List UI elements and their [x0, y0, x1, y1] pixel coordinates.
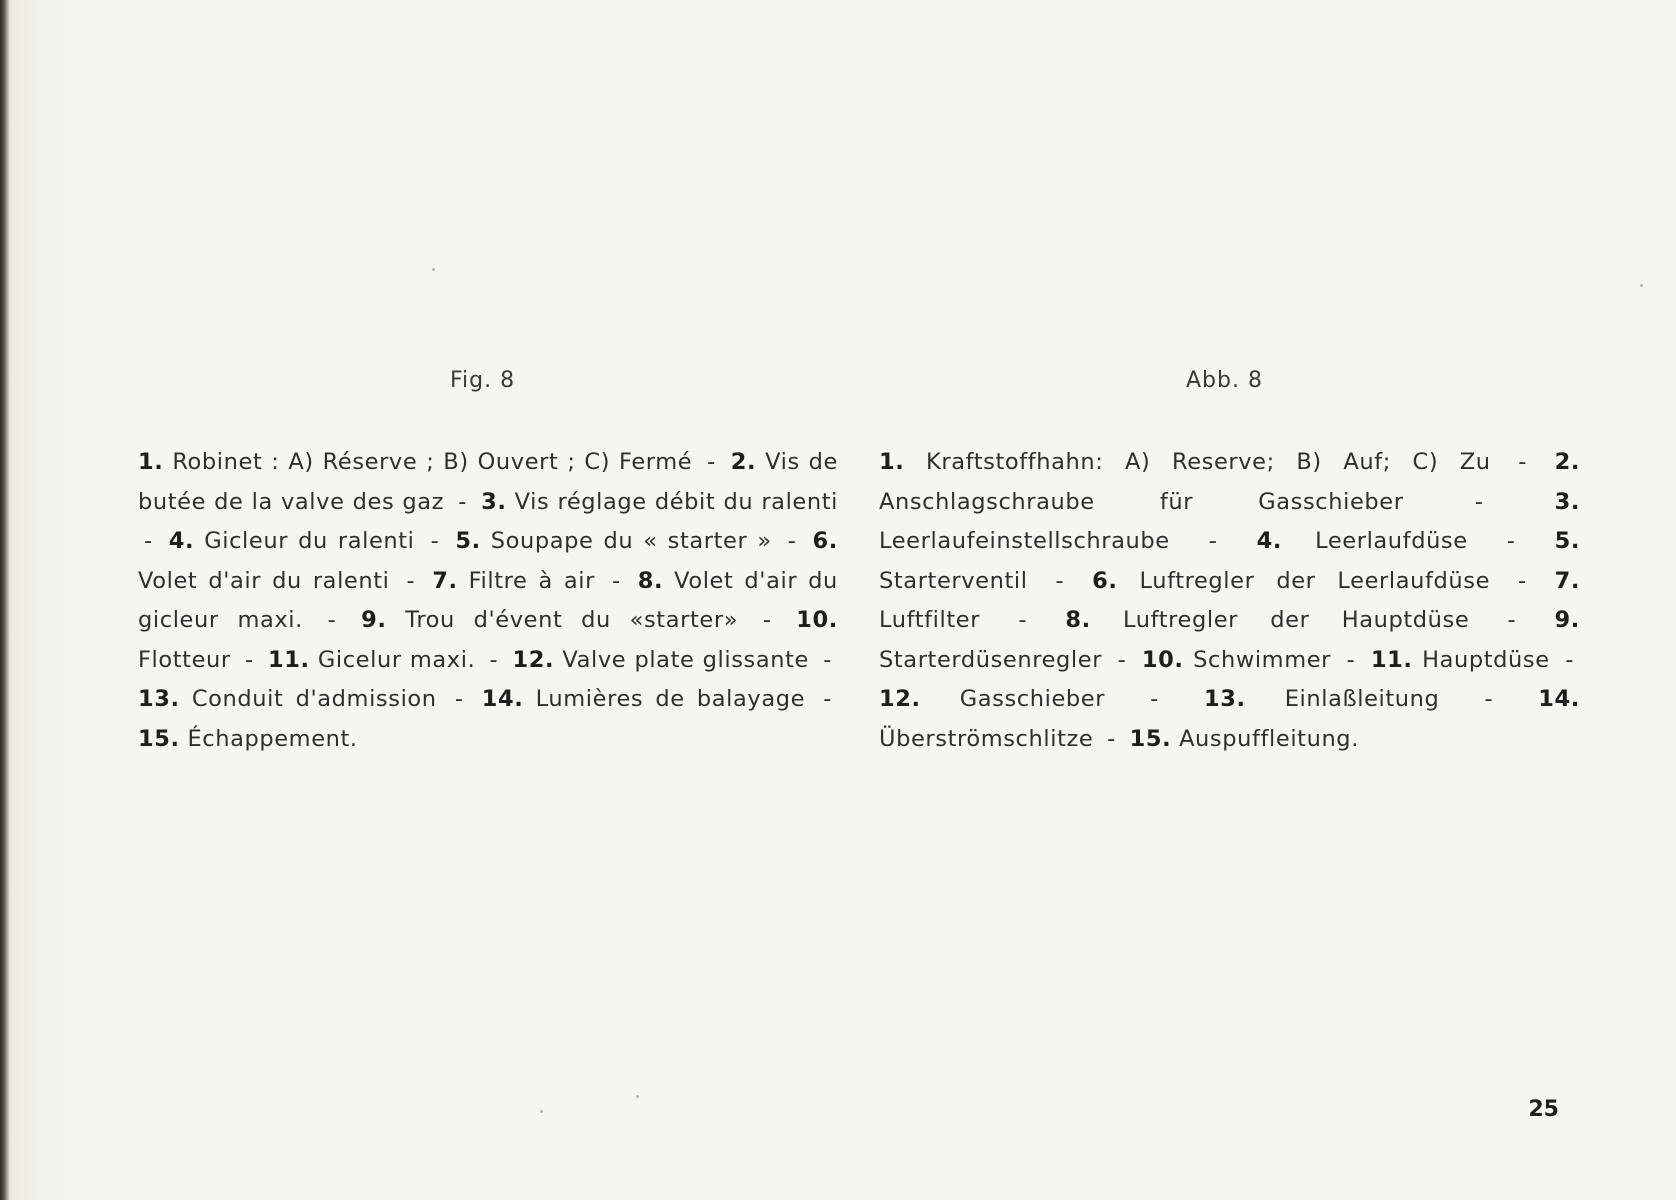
legend-separator: -: [454, 686, 464, 712]
legend-item: [361, 607, 738, 633]
legend-item-text: Luftfilter: [879, 607, 981, 633]
legend-item: [138, 686, 437, 712]
legend-item: [1065, 607, 1469, 633]
legend-separator: -: [611, 567, 621, 594]
legend-separator: -: [327, 607, 337, 633]
legend-item-number: 3.: [481, 488, 507, 515]
legend-separator: -: [1055, 567, 1065, 594]
legend-item-number: 4.: [1256, 528, 1283, 554]
legend-item-text: Luftregler der Leerlaufdüse: [1139, 567, 1491, 594]
legend-item-number: 2.: [730, 449, 757, 475]
legend-item-number: 11.: [267, 646, 310, 673]
legend-item-text: Starterdüsenregler: [879, 646, 1103, 673]
legend-item-text: Anschlagschraube für Gasschieber: [879, 488, 1404, 515]
legend-item: [432, 568, 595, 594]
legend-item: [482, 686, 805, 712]
page-number: 25: [1528, 1097, 1559, 1122]
legend-separator: -: [489, 646, 499, 673]
legend-item-text: Valve plate glissante: [562, 646, 809, 673]
legend-separator: -: [1150, 686, 1159, 712]
legend-separator: -: [1517, 567, 1527, 594]
legend-item: [1092, 568, 1490, 594]
legend-item-text: Leerlaufeinstellschraube: [879, 528, 1170, 554]
legend-item-text: Überströmschlitze: [879, 725, 1094, 752]
legend-item: [879, 686, 1105, 712]
legend-item-text: Gasschieber: [959, 686, 1106, 712]
legend-separator: -: [458, 488, 467, 515]
legend-item-number: 9.: [1554, 607, 1580, 633]
legend-item-number: 14.: [481, 686, 524, 712]
legend-item: [1371, 647, 1550, 673]
legend-separator: -: [787, 528, 797, 554]
legend-separator: -: [1506, 528, 1516, 554]
legend-item-text: Conduit d'admission: [191, 686, 437, 712]
legend-item-text: Soupape du « starter »: [490, 528, 772, 554]
legend-item-text: Lumières de balayage: [535, 686, 806, 712]
legend-item: [138, 449, 692, 475]
legend-french: [138, 443, 838, 759]
legend-item-number: 13.: [138, 686, 180, 712]
legend-item-text: Trou d'évent du «starter»: [405, 607, 739, 633]
legend-item-text: Vis réglage débit du ralenti: [514, 488, 838, 515]
legend-item: [481, 489, 838, 515]
figure-caption-french: Fig. 8: [450, 368, 516, 393]
legend-item-number: 10.: [1141, 646, 1184, 673]
legend-item: [513, 647, 809, 673]
legend-separator: -: [144, 528, 153, 554]
legend-item-text: Vis de butée de la valve des gaz: [138, 449, 838, 515]
legend-item-text: Filtre à air: [468, 567, 595, 594]
legend-item-text: Einlaßleitung: [1284, 686, 1440, 712]
legend-separator: -: [1346, 646, 1356, 673]
binding-edge: [0, 0, 10, 1200]
paper-speck: [432, 268, 435, 271]
legend-item: [455, 528, 771, 554]
legend-item-number: 8.: [637, 567, 664, 594]
legend-item-text: Gicleur du ralenti: [204, 528, 415, 554]
legend-item: [138, 726, 358, 752]
legend-item-number: 12.: [879, 686, 921, 712]
legend-item-number: 1.: [138, 449, 164, 475]
legend-separator: -: [1107, 725, 1116, 752]
legend-item-number: 2.: [1554, 449, 1580, 475]
legend-item-number: 10.: [796, 607, 838, 633]
legend-item-text: Starterventil: [879, 567, 1028, 594]
legend-separator: -: [1484, 686, 1494, 712]
legend-item: [1142, 647, 1331, 673]
legend-item-number: 4.: [168, 528, 195, 554]
legend-item-number: 7.: [1554, 567, 1580, 594]
legend-separator: -: [430, 528, 440, 554]
legend-item-number: 11.: [1370, 646, 1413, 673]
legend-item-text: Flotteur: [138, 646, 231, 673]
legend-item-text: Kraftstoffhahn: A) Reserve; B) Auf; C) Zu: [926, 449, 1491, 475]
legend-separator: -: [1507, 607, 1517, 633]
legend-item-number: 5.: [455, 528, 481, 554]
legend-item: [1204, 686, 1439, 712]
legend-item-number: 6.: [812, 528, 838, 554]
legend-item-text: Auspuffleitung.: [1179, 725, 1359, 752]
legend-separator: -: [823, 686, 832, 712]
legend-separator: -: [244, 646, 254, 673]
legend-item-text: Luftregler der Hauptdüse: [1123, 607, 1470, 633]
legend-separator: -: [823, 646, 832, 673]
legend-item-text: Robinet : A) Réserve ; B) Ouvert ; C) Fermé: [172, 449, 693, 475]
legend-item-text: Hauptdüse: [1422, 646, 1550, 673]
legend-separator: -: [406, 567, 416, 594]
legend-separator: -: [707, 449, 716, 475]
legend-item-number: 15.: [1129, 725, 1172, 752]
legend-separator: -: [1117, 646, 1127, 673]
legend-item-text: Échappement.: [187, 725, 358, 752]
legend-item-text: Leerlaufdüse: [1315, 528, 1468, 554]
paper-speck: [1640, 284, 1643, 287]
legend-item: [1257, 528, 1468, 554]
legend-separator: -: [1474, 488, 1484, 515]
legend-item-number: 8.: [1065, 607, 1091, 633]
legend-item-number: 6.: [1092, 567, 1118, 594]
legend-item-number: 14.: [1538, 686, 1580, 712]
legend-item-text: Volet d'air du ralenti: [138, 567, 390, 594]
legend-german: [879, 443, 1580, 759]
legend-item-number: 13.: [1203, 686, 1246, 712]
legend-item-text: Gicelur maxi.: [317, 646, 476, 673]
legend-item-number: 9.: [361, 607, 387, 633]
legend-separator: -: [1565, 646, 1574, 673]
legend-separator: -: [762, 607, 772, 633]
legend-item-number: 7.: [432, 567, 458, 594]
legend-item: [169, 528, 415, 554]
legend-separator: -: [1208, 528, 1218, 554]
legend-item-number: 3.: [1554, 488, 1580, 515]
legend-item-number: 15.: [138, 725, 180, 752]
legend-separator: -: [1518, 449, 1527, 475]
figure-caption-german: Abb. 8: [1186, 368, 1263, 393]
legend-item-text: Volet d'air du gicleur maxi.: [138, 567, 838, 633]
legend-item: [879, 449, 1491, 475]
legend-separator: -: [1018, 607, 1028, 633]
legend-item-number: 12.: [512, 646, 555, 673]
legend-item-number: 5.: [1554, 528, 1580, 554]
legend-item-text: Schwimmer: [1193, 646, 1332, 673]
paper-speck: [636, 1095, 639, 1098]
paper-speck: [540, 1110, 543, 1113]
legend-item: [268, 647, 475, 673]
legend-item-number: 1.: [879, 449, 905, 475]
legend-item: [1130, 726, 1359, 752]
